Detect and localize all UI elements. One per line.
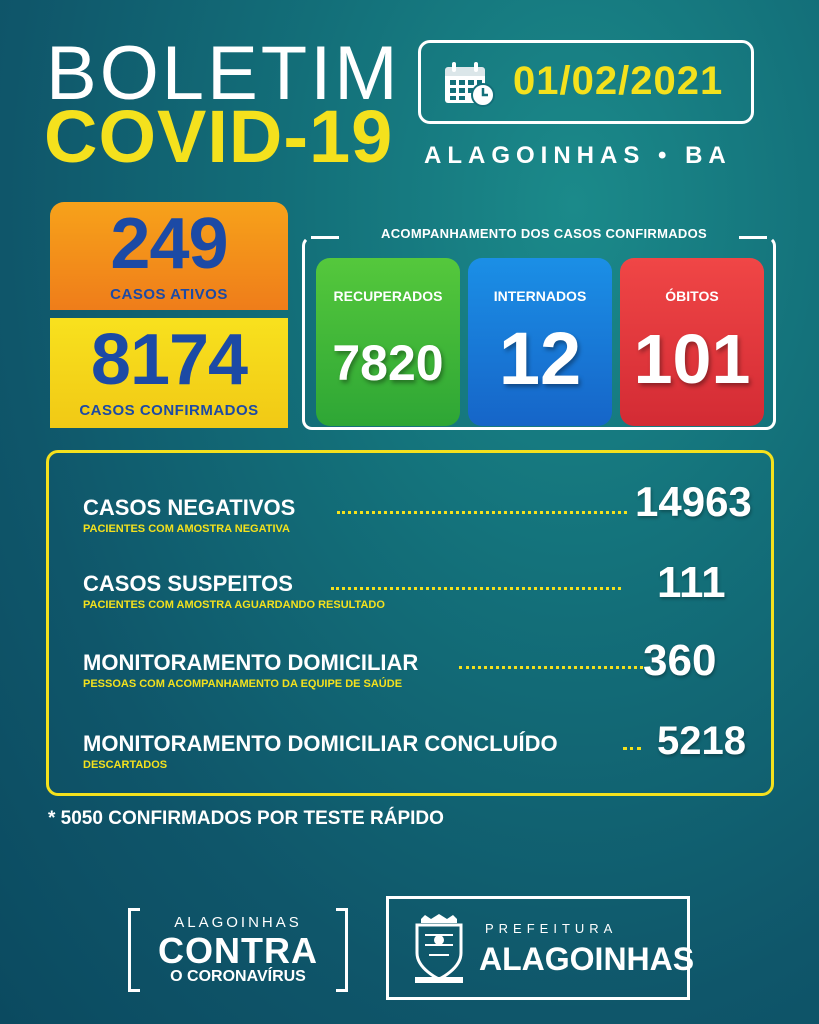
recovered-value: 7820	[332, 335, 444, 391]
date-box	[418, 40, 754, 124]
stat-dots	[623, 747, 641, 750]
recovered-card	[316, 258, 460, 426]
confirmed-cases-label: CASOS CONFIRMADOS	[79, 402, 259, 419]
location: ALAGOINHAS • BA	[424, 142, 732, 169]
stat-title: MONITORAMENTO DOMICILIAR	[83, 650, 419, 675]
stat-subtitle: PESSOAS COM ACOMPANHAMENTO DA EQUIPE DE SAÚDE	[83, 678, 403, 690]
prefeitura-top: PREFEITURA	[485, 921, 618, 936]
active-cases-value: 249	[110, 204, 228, 284]
hospitalized-label: INTERNADOS	[493, 288, 587, 304]
bulletin-date: 01/02/2021	[513, 59, 724, 103]
calendar-icon	[443, 61, 495, 107]
title-covid: COVID-19	[44, 95, 394, 178]
prefeitura-bot: ALAGOINHAS	[479, 941, 695, 977]
campaign-mid: CONTRA	[158, 930, 318, 971]
tracking-title: ACOMPANHAMENTO DOS CASOS CONFIRMADOS	[381, 226, 707, 241]
stat-subtitle: DESCARTADOS	[83, 759, 168, 771]
deaths-value: 101	[633, 320, 751, 398]
stat-title: CASOS NEGATIVOS	[83, 495, 296, 520]
hospitalized-card	[468, 258, 612, 426]
stat-dots	[331, 587, 621, 590]
campaign-bot: O CORONAVÍRUS	[170, 968, 306, 985]
municipal-crest-icon	[411, 913, 467, 985]
confirmed-cases-value: 8174	[90, 320, 248, 400]
stat-subtitle: PACIENTES COM AMOSTRA NEGATIVA	[83, 523, 290, 535]
footnote: * 5050 CONFIRMADOS POR TESTE RÁPIDO	[48, 808, 444, 829]
stat-value-negative: 14963	[635, 478, 752, 525]
deaths-card	[620, 258, 764, 426]
title-boletim: BOLETIM	[46, 31, 401, 116]
prefeitura-logo	[386, 896, 695, 1000]
active-cases-label: CASOS ATIVOS	[110, 286, 228, 303]
stat-title: MONITORAMENTO DOMICILIAR CONCLUÍDO	[83, 731, 558, 756]
stat-dots	[337, 511, 627, 514]
hospitalized-value: 12	[498, 317, 582, 400]
stat-dots	[459, 666, 643, 669]
deaths-label: ÓBITOS	[665, 288, 719, 304]
campaign-logo	[128, 908, 348, 992]
stats-box	[46, 450, 774, 796]
campaign-top: ALAGOINHAS	[174, 914, 302, 931]
active-cases-box	[50, 202, 288, 310]
stat-value-home-done: 5218	[657, 719, 746, 763]
stat-subtitle: PACIENTES COM AMOSTRA AGUARDANDO RESULTADO	[83, 599, 385, 611]
stat-value-home: 360	[643, 636, 717, 685]
stat-title: CASOS SUSPEITOS	[83, 571, 293, 596]
recovered-label: RECUPERADOS	[333, 288, 443, 304]
stat-value-suspect: 111	[657, 558, 726, 607]
confirmed-cases-box	[50, 318, 288, 428]
